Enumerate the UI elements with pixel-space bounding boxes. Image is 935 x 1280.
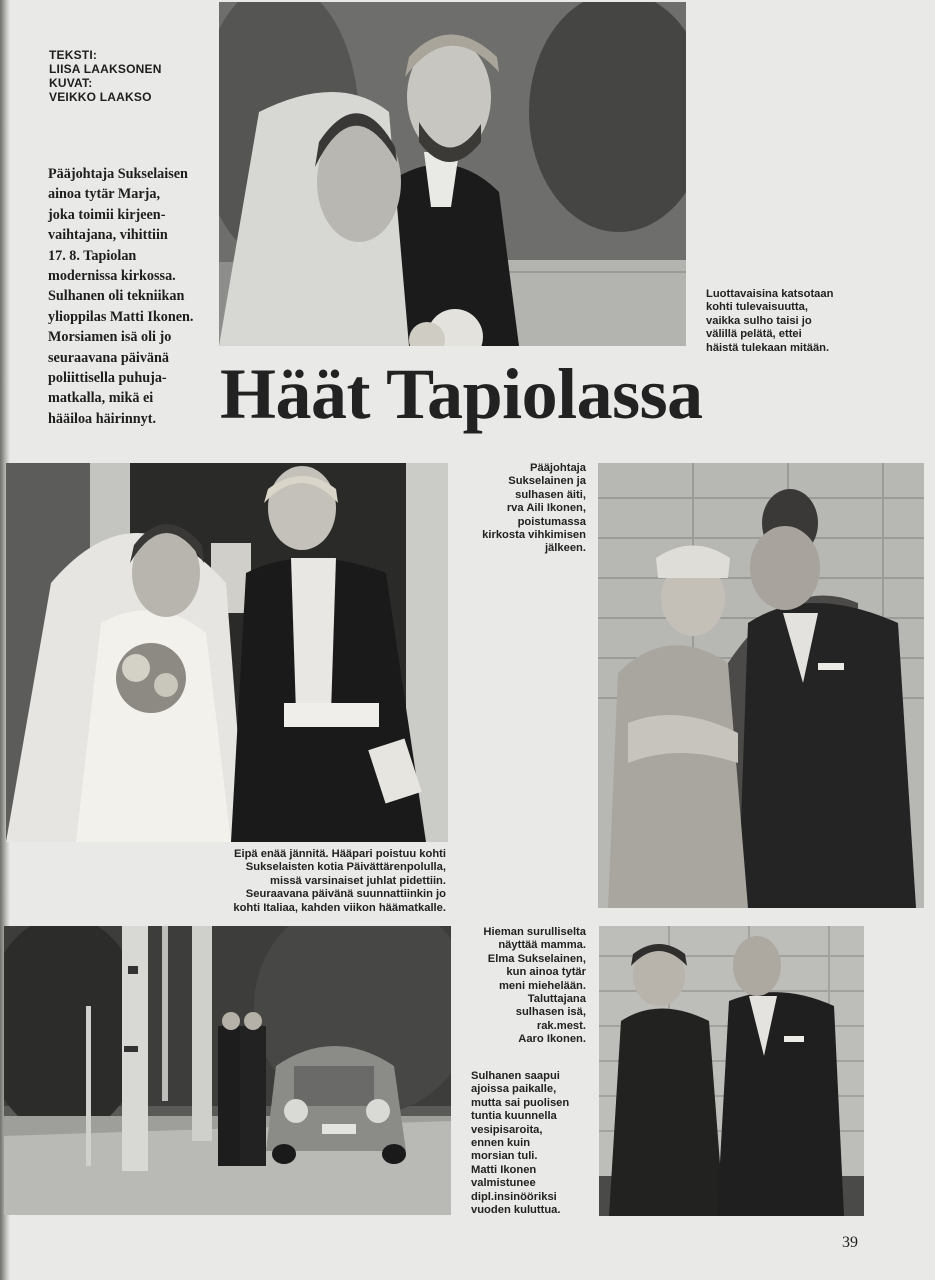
caption-top-right bbox=[706, 288, 833, 355]
caption-line: ajoissa paikalle, bbox=[471, 1083, 557, 1096]
intro-line: ainoa tytär Marja, bbox=[48, 186, 161, 203]
intro-line: matkalla, mikä ei bbox=[48, 390, 154, 407]
credits-line: LIISA LAAKSONEN bbox=[49, 62, 162, 76]
couple-leaving-church-photo bbox=[6, 463, 448, 842]
caption-line: meni miehelään. bbox=[498, 979, 586, 992]
caption-line: sulhasen äiti, bbox=[515, 488, 586, 501]
intro-line: hääiloa häirinnyt. bbox=[48, 410, 157, 427]
elma-and-father-photo bbox=[599, 926, 864, 1216]
credits-line: VEIKKO LAAKSO bbox=[49, 90, 152, 104]
caption-line: sulhasen isä, bbox=[515, 1006, 586, 1019]
caption-line: kirkosta vihkimisen bbox=[482, 529, 586, 542]
caption-line: kun ainoa tytär bbox=[506, 966, 586, 979]
caption-line: Seuraavana päivänä suunnattiinkin jo bbox=[245, 888, 446, 901]
caption-line: rva Aili Ikonen, bbox=[506, 502, 586, 515]
caption-line: valmistunee bbox=[471, 1177, 536, 1190]
caption-line: näyttää mamma. bbox=[498, 939, 586, 952]
intro-line: Sulhanen oli tekniikan bbox=[48, 288, 185, 305]
page-title: Häät Tapiolassa bbox=[220, 354, 703, 434]
intro-line: ylioppilas Matti Ikonen. bbox=[48, 308, 194, 325]
page-number: 39 bbox=[842, 1234, 858, 1251]
caption-line: jälkeen. bbox=[544, 542, 586, 555]
caption-mother bbox=[456, 462, 586, 556]
caption-line: Hieman surulliselta bbox=[483, 926, 586, 938]
intro-line: 17. 8. Tapiolan bbox=[48, 247, 137, 264]
intro-text bbox=[48, 164, 218, 429]
caption-line: Matti Ikonen bbox=[471, 1163, 537, 1176]
caption-line: Sulhanen saapui bbox=[471, 1070, 560, 1082]
caption-line: tuntia kuunnella bbox=[471, 1110, 557, 1123]
caption-line: Luottavaisina katsotaan bbox=[706, 288, 834, 300]
caption-line: rak.mest. bbox=[536, 1019, 586, 1032]
caption-line: dipl.insinööriksi bbox=[471, 1190, 557, 1203]
caption-line: poistumassa bbox=[517, 515, 586, 528]
caption-line: vuoden kuluttua. bbox=[471, 1204, 561, 1217]
caption-line: kohti tulevaisuutta, bbox=[706, 301, 808, 314]
caption-line: Elma Sukselainen, bbox=[487, 952, 586, 965]
caption-line: Sukselaisten kotia Päivättärenpolulla, bbox=[245, 861, 446, 874]
caption-elma bbox=[456, 926, 586, 1047]
intro-line: vaihtajana, vihittiin bbox=[48, 227, 168, 244]
caption-line: mutta sai puolisen bbox=[471, 1096, 570, 1109]
caption-couple bbox=[186, 848, 446, 915]
caption-line: välillä pelätä, ettei bbox=[706, 328, 802, 341]
intro-line: Morsiamen isä oli jo bbox=[48, 329, 172, 346]
caption-line: vaikka sulho taisi jo bbox=[706, 314, 812, 327]
caption-line: Aaro Ikonen. bbox=[518, 1033, 586, 1046]
intro-line: Pääjohtaja Sukselaisen bbox=[48, 166, 188, 182]
intro-line: modernissa kirkossa. bbox=[48, 268, 176, 285]
caption-line: Pääjohtaja bbox=[530, 462, 586, 474]
caption-line: morsian tuli. bbox=[471, 1150, 538, 1163]
intro-line: joka toimii kirjeen- bbox=[48, 206, 166, 223]
groom-arrives-car-photo bbox=[4, 926, 451, 1215]
intro-line: seuraavana päivänä bbox=[48, 349, 170, 366]
credits bbox=[49, 48, 162, 104]
intro-line: poliittisella puhuja- bbox=[48, 370, 167, 387]
credits-line: KUVAT: bbox=[49, 76, 93, 90]
caption-line: häistä tulekaan mitään. bbox=[706, 341, 830, 354]
caption-line: ennen kuin bbox=[471, 1137, 531, 1150]
caption-line: vesipisaroita, bbox=[471, 1123, 543, 1136]
credits-line: TEKSTI: bbox=[49, 48, 98, 62]
bride-and-groom-portrait-photo bbox=[219, 2, 686, 346]
caption-line: Sukselainen ja bbox=[508, 475, 586, 488]
caption-line: kohti Italiaa, kahden viikon häämatkalle. bbox=[233, 901, 446, 914]
caption-line: Taluttajana bbox=[527, 993, 586, 1006]
caption-line: Eipä enää jännitä. Hääpari poistuu kohti bbox=[234, 848, 446, 860]
caption-line: missä varsinaiset juhlat pidettiin. bbox=[270, 874, 446, 887]
caption-groom bbox=[471, 1070, 591, 1217]
sukselainen-and-mother-photo bbox=[598, 463, 924, 908]
